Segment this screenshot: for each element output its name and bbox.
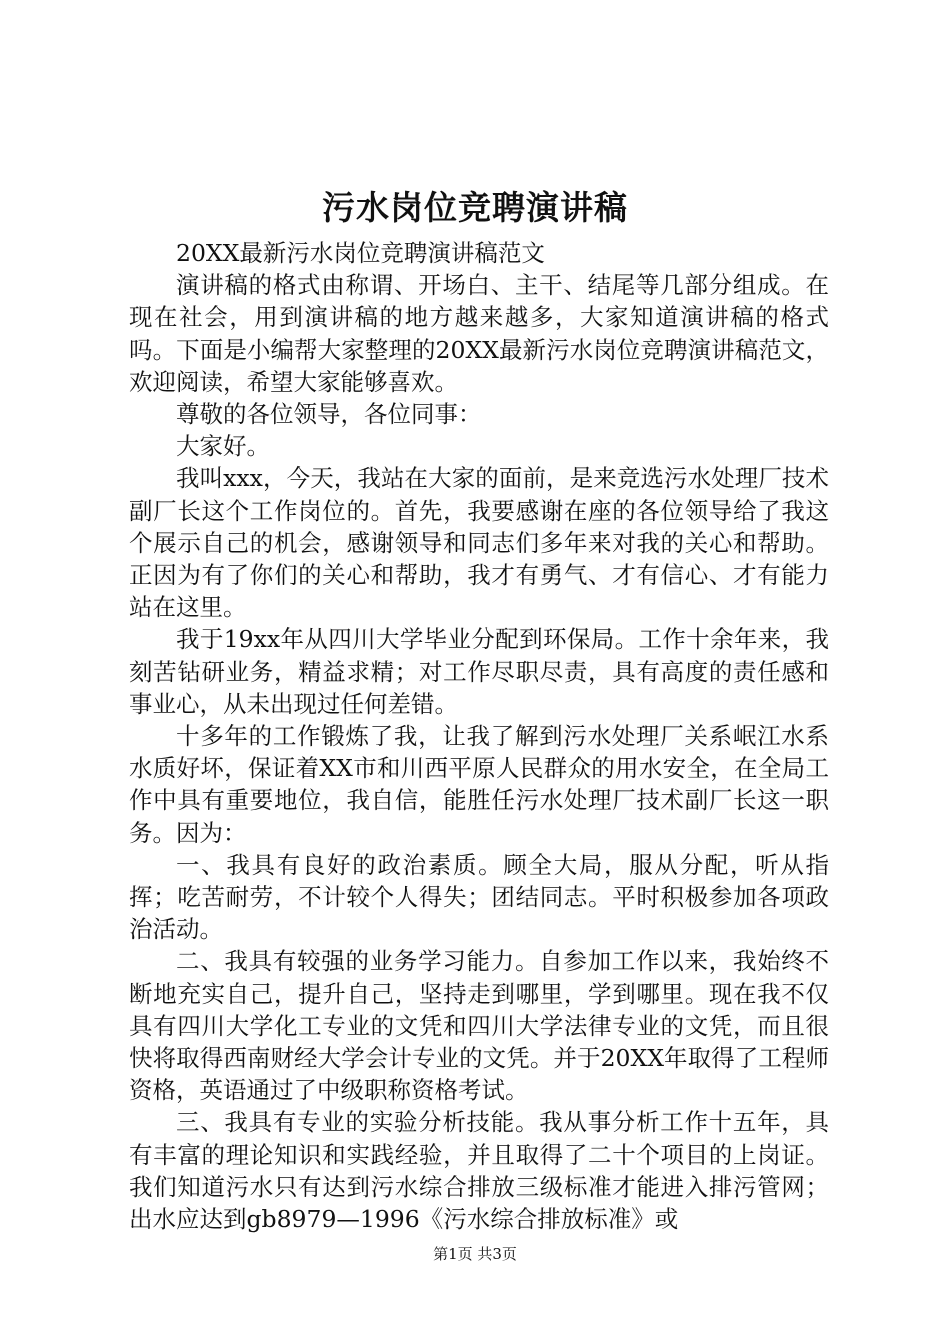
paragraph-point-three: 三、我具有专业的实验分析技能。我从事分析工作十五年，具有丰富的理论知识和实践经验，并且取得了二十个项目的上岗证。我们知道污水只有达到污水综合排放三级标准才能进入排污管网；出水应达到gb8979—1996《污水综合排放标准》或 (129, 1108, 829, 1234)
document-body (129, 237, 829, 1235)
paragraph-salutation: 尊敬的各位领导，各位同事： (176, 400, 482, 429)
paragraph-self-introduction: 我叫xxx，今天，我站在大家的面前，是来竞选污水处理厂技术副厂长这个工作岗位的。首先，我要感谢在座的各位领导给了我这个展示自己的机会，感谢领导和同志们多年来对我的关心和帮助。正因为有了你们的关心和帮助，我才有勇气、才有信心、才有能力站在这里。 (129, 464, 829, 622)
paragraph-intro: 演讲稿的格式由称谓、开场白、主干、结尾等几部分组成。在现在社会，用到演讲稿的地方越来越多，大家知道演讲稿的格式吗。下面是小编帮大家整理的20XX最新污水岗位竞聘演讲稿范文，欢迎阅读，希望大家能够喜欢。 (129, 271, 829, 396)
paragraph-point-two: 二、我具有较强的业务学习能力。自参加工作以来，我始终不断地充实自己，提升自己，坚持走到哪里，学到哪里。现在我不仅具有四川大学化工专业的文凭和四川大学法律专业的文凭，而且很快将取得西南财经大学会计专业的文凭。并于20XX年取得了工程师资格，英语通过了中级职称资格考试。 (129, 947, 829, 1105)
paragraph-point-one: 一、我具有良好的政治素质。顾全大局，服从分配，听从指挥；吃苦耐劳，不计较个人得失；团结同志。平时积极参加各项政治活动。 (129, 850, 829, 944)
paragraph-subtitle: 20XX最新污水岗位竞聘演讲稿范文 (176, 239, 545, 267)
document-title: 污水岗位竞聘演讲稿 (322, 188, 628, 227)
paragraph-work-history: 我于19xx年从四川大学毕业分配到环保局。工作十余年来，我刻苦钻研业务，精益求精；对工作尽职尽责，具有高度的责任感和事业心，从未出现过任何差错。 (129, 625, 829, 718)
paragraph-greeting: 大家好。 (176, 432, 270, 461)
paragraph-confidence: 十多年的工作锻炼了我，让我了解到污水处理厂关系岷江水系水质好坏，保证着XX市和川西平原人民群众的用水安全，在全局工作中具有重要地位，我自信，能胜任污水处理厂技术副厂长这一职务。因为： (129, 722, 829, 847)
page-number-footer: 第1页 共3页 (433, 1245, 517, 1263)
